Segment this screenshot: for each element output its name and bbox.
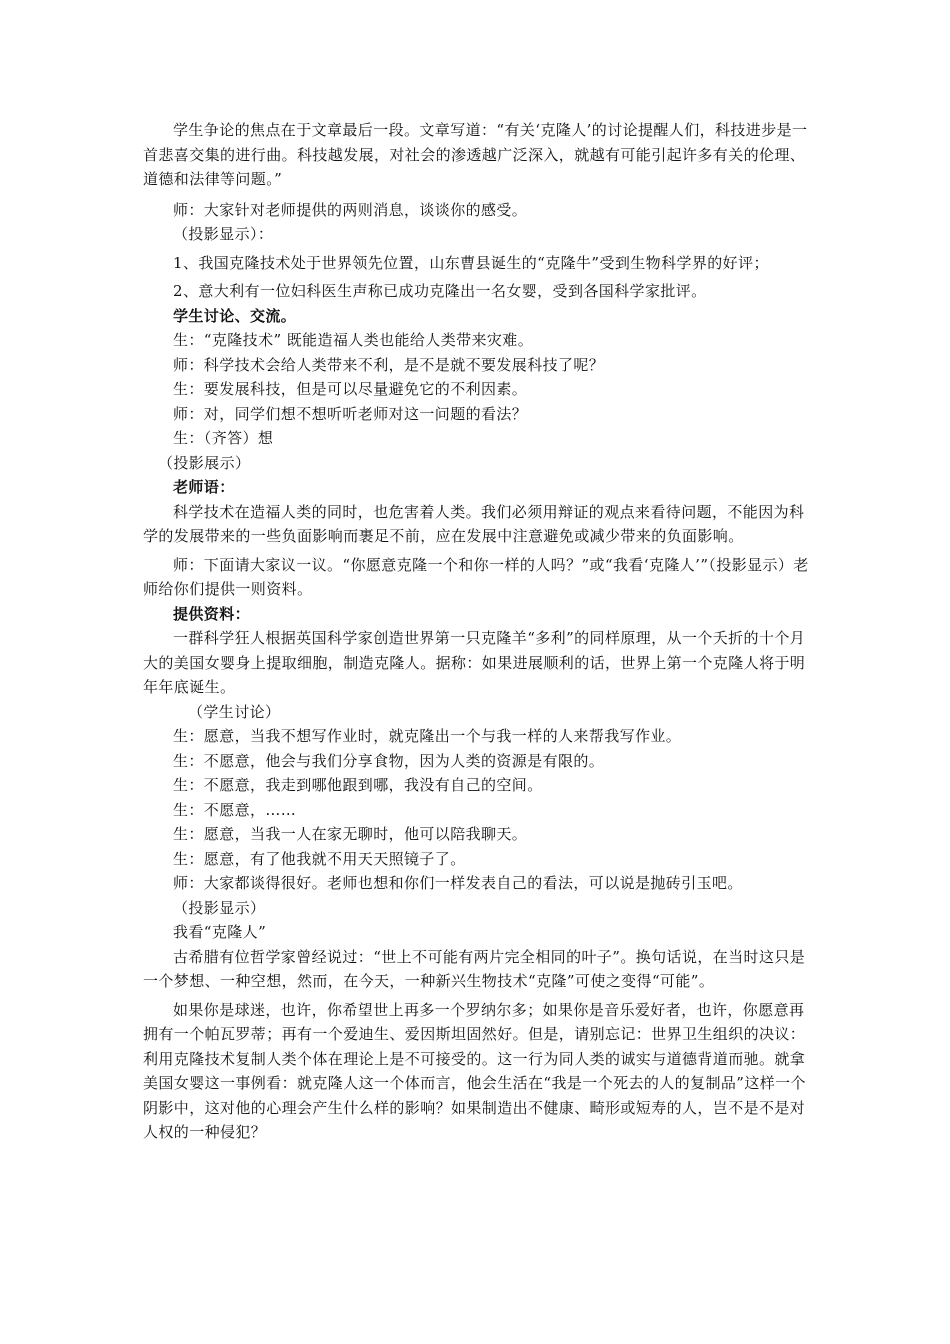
dialogue-line: 生：“克隆技术” 既能造福人类也能给人类带来灾难。 — [173, 331, 534, 349]
projection-note: （投影显示）： — [173, 225, 274, 243]
dialogue-line: 生：愿意，当我一人在家无聊时，他可以陪我聊天。 — [173, 825, 528, 843]
projection-note: （投影显示） — [173, 898, 266, 917]
dialogue-line: 生：不愿意，他会与我们分享食物，因为人类的资源是有限的。 — [173, 751, 605, 770]
teacher-prompt-two-news: 师：大家针对老师提供的两则消息，谈谈你的感受。 — [173, 200, 528, 219]
section-heading-teacher-words: 老师语： — [173, 478, 235, 496]
section-heading-materials: 提供资料： — [173, 604, 251, 623]
news-item-1: 1、我国克隆技术处于世界领先位置，山东曹县诞生的“克隆牛”受到生物科学界的好评； — [173, 253, 769, 272]
dialogue-line: 生：（齐答）想 — [173, 429, 274, 447]
projection-note: （投影展示） — [158, 453, 251, 472]
dialogue-line: 生：不愿意，…… — [173, 800, 297, 819]
essay-title: 我看“克隆人” — [173, 923, 267, 941]
dialogue-line: 生：愿意，当我不想写作业时，就克隆出一个与我一样的人来帮我写作业。 — [173, 727, 682, 745]
dialogue-line: 生：要发展科技，但是可以尽量避免它的不利因素。 — [173, 380, 528, 398]
news-item-2: 2、意大利有一位妇科医生声称已成功克隆出一名女婴，受到各国科学家批评。 — [173, 282, 707, 300]
essay-paragraph: 古希腊有位哲学家曾经说过：“世上不可能有两片完全相同的叶子”。换句话说，在当时这只是一个梦想、一种空想，然而，在今天，一种新兴生物技术“克隆”可使之变得“可能”。 — [143, 947, 806, 990]
document-page — [143, 118, 811, 1145]
paragraph-focus-of-debate: 学生争论的焦点在于文章最后一段。文章写道：“有关‘克隆人’的讨论提醒人们，科技进步是一首悲喜交集的进行曲。科技越发展，对社会的渗透越广泛深入，就越有可能引起许多有关的伦理、道德和法律等问题。” — [143, 121, 808, 188]
dialogue-line: 师：对，同学们想不想听听老师对这一问题的看法？ — [173, 404, 528, 423]
dialogue-line: 生：不愿意，我走到哪他跟到哪，我没有自己的空间。 — [173, 776, 543, 794]
dialogue-line: 师：大家都谈得很好。老师也想和你们一样发表自己的看法，可以说是抛砖引玉吧。 — [173, 874, 743, 892]
section-heading-discussion: 学生讨论、交流。 — [173, 306, 297, 325]
essay-paragraph: 如果你是球迷，也许，你希望世上再多一个罗纳尔多；如果你是音乐爱好者，也许，你愿意再拥有一个帕瓦罗蒂；再有一个爱迪生、爱因斯坦固然好。但是，请别忘记：世界卫生组织的决议：利用克隆技术复制人类个体在理论上是不可接受的。这一行为同人类的诚实与道德背道而驰。就拿美国女婴这一事例看：就克隆人这一个体而言，他会生活在“我是一个死去的人的复制品”这样一个阴影中，这对他的心理会产生什么样的影响？如果制造出不健康、畸形或短寿的人，岂不是不是对人权的一种侵犯？ — [143, 1000, 806, 1141]
paragraph-materials: 一群科学狂人根据英国科学家创造世界第一只克隆羊“多利”的同样原理，从一个夭折的十个月大的美国女婴身上提取细胞，制造克隆人。据称：如果进展顺利的话，世界上第一个克隆人将于明年年底诞生。 — [143, 629, 806, 696]
paragraph-teacher-discussion-prompt: 师：下面请大家议一议。“你愿意克隆一个和你一样的人吗？”或“我看‘克隆人’”（投影显示）老师给你们提供一则资料。 — [143, 555, 809, 598]
dialogue-line: 生：愿意，有了他我就不用天天照镜子了。 — [173, 849, 466, 868]
dialogue-line: 师：科学技术会给人类带来不利，是不是就不要发展科技了呢？ — [173, 355, 605, 374]
student-discussion-note: （学生讨论） — [188, 702, 281, 721]
paragraph-teacher-words: 科学技术在造福人类的同时，也危害着人类。我们必须用辩证的观点来看待问题，不能因为科学的发展带来的一些负面影响而裹足不前，应在发展中注意避免或减少带来的负面影响。 — [143, 502, 805, 545]
